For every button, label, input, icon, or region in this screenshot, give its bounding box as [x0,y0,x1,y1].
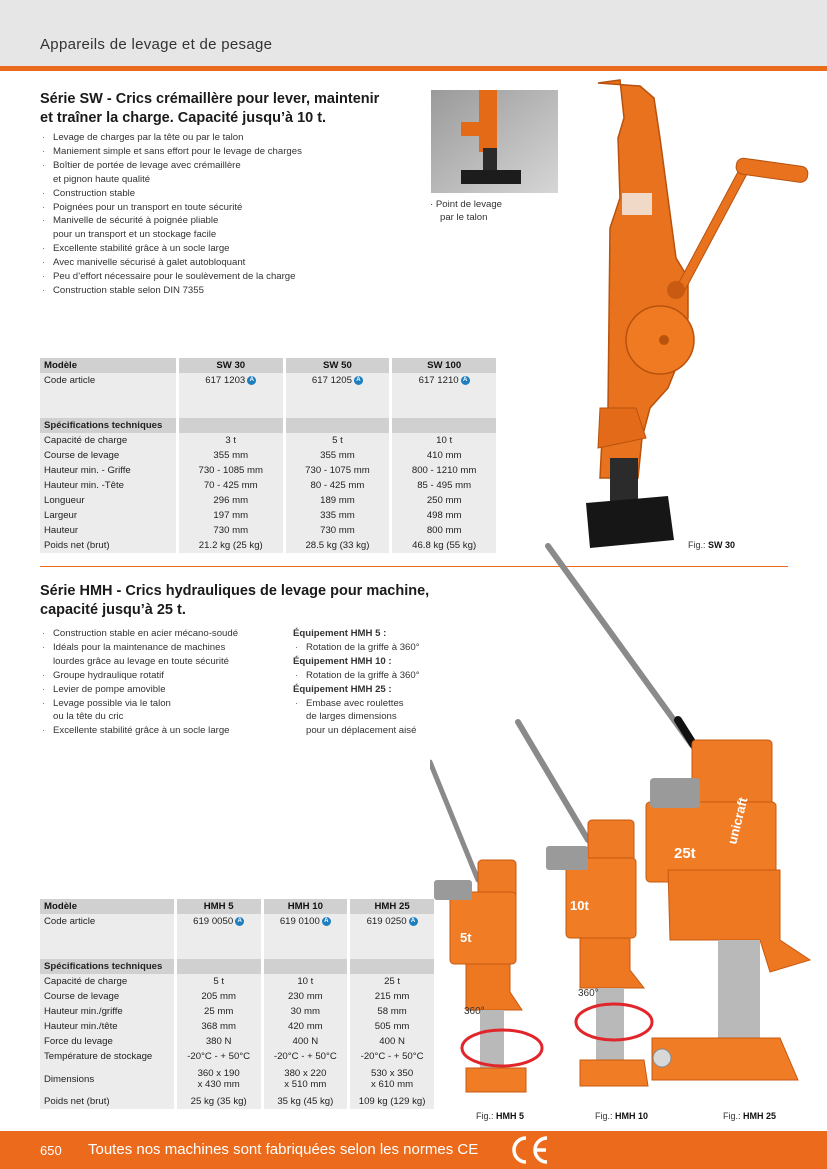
article-code: 617 1203 [205,375,246,386]
table-cell-label: Largeur [40,508,176,523]
table-header-cell: HMH 10 [264,899,348,914]
table-cell: 28.5 kg (33 kg) [286,538,390,553]
table-cell [264,914,348,929]
pump-lever-icon [548,546,692,745]
table-cell: 58 mm [350,1004,434,1019]
table-row [40,1049,434,1064]
sw-jack-illustration [580,78,810,553]
table-cell [350,1064,434,1094]
table-row [40,523,496,538]
dimension-line: 530 x 350 [371,1068,414,1079]
list-item: · Embase avec roulettes [293,697,493,711]
table-row [40,1064,434,1094]
table-cell: 70 - 425 mm [179,478,283,493]
table-row [40,463,496,478]
table-row [40,914,434,929]
dimension-line: x 430 mm [197,1079,240,1090]
table-cell-label: Hauteur min./griffe [40,1004,174,1019]
hmh-section-title [40,582,429,620]
table-cell: 25 kg (35 kg) [177,1094,261,1109]
equipment-heading: Équipement HMH 10 : [293,655,392,667]
list-item: · Levier de pompe amovible [40,683,285,697]
article-code: 619 0050 [193,916,234,927]
table-row [40,433,496,448]
table-cell [179,373,283,388]
fig-prefix: Fig.: [723,1111,741,1121]
table-cell: 250 mm [392,493,496,508]
table-header-cell: HMH 5 [177,899,261,914]
fig-name: HMH 10 [615,1111,649,1121]
list-item: · Manivelle de sécurité à poignée pliable [40,214,420,228]
dimension-line: 360 x 190 [197,1068,240,1079]
info-badge-icon: A [461,376,470,385]
table-cell [177,1064,261,1094]
table-cell: 730 - 1075 mm [286,463,390,478]
table-cell-label: Capacité de charge [40,974,174,989]
info-badge-icon: A [409,917,418,926]
table-cell: 25 mm [177,1004,261,1019]
list-item: · Maniement simple et sans effort pour le levage de charges [40,145,420,159]
table-cell: 80 - 425 mm [286,478,390,493]
table-header-cell: SW 100 [392,358,496,373]
table-cell [392,373,496,388]
list-item-continuation: lourdes grâce au levage en toute sécurité [53,655,229,667]
table-row [40,1004,434,1019]
list-item-continuation: pour un transport et un stockage facile [53,229,217,241]
table-cell: 400 N [350,1034,434,1049]
table-header-cell: HMH 25 [350,899,434,914]
sw-photo-caption-text1: Point de levage [435,199,503,210]
table-row [40,478,496,493]
list-item: · Peu d’effort nécessaire pour le soulèvement de la charge [40,270,420,284]
table-cell: -20°C - + 50°C [177,1049,261,1064]
sw-photo-caption [430,198,502,224]
sw-toe-lift-photo [431,90,558,193]
table-cell-label: Hauteur min./tête [40,1019,174,1034]
list-item-continuation: pour un déplacement aisé [306,725,417,737]
dimension-line: 380 x 220 [284,1068,327,1079]
table-row [40,508,496,523]
dimension-line: x 510 mm [284,1079,327,1090]
list-item: · Excellente stabilité grâce à un socle large [40,724,285,738]
table-cell: 189 mm [286,493,390,508]
table-row [40,358,496,373]
table-cell: 215 mm [350,989,434,1004]
table-cell-label: Poids net (brut) [40,1094,174,1109]
info-badge-icon: A [235,917,244,926]
list-item: · Excellente stabilité grâce à un socle large [40,242,420,256]
list-item: · Construction stable [40,187,420,201]
list-item: · Poignées pour un transport en toute sécurité [40,201,420,215]
list-item: · Construction stable en acier mécano-soudé [40,627,285,641]
list-item: · Construction stable selon DIN 7355 [40,284,420,298]
table-row [40,493,496,508]
table-cell: 21.2 kg (25 kg) [179,538,283,553]
hmh-title-line2: capacité jusqu’à 25 t. [40,602,186,618]
table-cell: 10 t [392,433,496,448]
jack-label-5t: 5t [460,930,472,945]
table-row [40,959,434,974]
table-cell: 498 mm [392,508,496,523]
sw-section-title [40,90,379,128]
table-cell: -20°C - + 50°C [264,1049,348,1064]
table-section-label: Spécifications techniques [40,959,174,974]
table-cell [264,1064,348,1094]
table-cell: 197 mm [179,508,283,523]
table-cell-label: Hauteur min. -Tête [40,478,176,493]
page-header-title: Appareils de levage et de pesage [40,36,273,53]
fig-name: HMH 5 [496,1111,525,1121]
table-cell: 355 mm [179,448,283,463]
table-row [40,538,496,553]
table-cell: 30 mm [264,1004,348,1019]
table-cell: 5 t [286,433,390,448]
table-cell: 25 t [350,974,434,989]
list-item-continuation: ou la tête du cric [53,711,124,723]
list-item: · Rotation de la griffe à 360° [293,669,493,683]
sw-feature-list [40,131,420,298]
table-header-cell: SW 30 [179,358,283,373]
table-cell: 109 kg (129 kg) [350,1094,434,1109]
table-cell: 730 mm [286,523,390,538]
fig-prefix: Fig.: [476,1111,494,1121]
article-code: 619 0250 [366,916,407,927]
brand-logo: unicraft [724,795,751,846]
table-cell-label: Hauteur min. - Griffe [40,463,176,478]
table-cell: 3 t [179,433,283,448]
list-item: · Idéals pour la maintenance de machines [40,641,285,655]
info-badge-icon: A [354,376,363,385]
table-row [40,418,496,433]
table-cell: 410 mm [392,448,496,463]
list-item: · Rotation de la griffe à 360° [293,641,493,655]
hmh-jacks-illustration [430,540,820,1110]
header-accent-line [0,66,827,71]
table-row [40,989,434,1004]
hmh-title-line1: Série HMH - Crics hydrauliques de levage pour machine, [40,583,430,599]
equipment-heading: Équipement HMH 5 : [293,628,387,639]
page-number: 650 [40,1143,62,1158]
dimension-line: x 610 mm [371,1079,414,1090]
article-code: 619 0100 [279,916,320,927]
page-footer [0,1131,827,1169]
sw-photo-caption-line2: par le talon [440,212,488,223]
table-cell: 380 N [177,1034,261,1049]
table-row-blank [40,929,434,944]
table-cell-label: Force du levage [40,1034,174,1049]
table-cell [177,914,261,929]
footer-text: Toutes nos machines sont fabriquées selon les normes CE [88,1141,479,1158]
list-item-continuation: et pignon haute qualité [53,173,151,185]
table-cell [286,373,390,388]
list-item: · Groupe hydraulique rotatif [40,669,285,683]
table-header-label: Modèle [40,358,176,373]
fig-prefix: Fig.: [595,1111,613,1121]
info-badge-icon: A [322,917,331,926]
jack-label-25t: 25t [674,845,696,862]
list-item: · Avec manivelle sécurisé à galet autobloquant [40,256,420,270]
table-cell-label: Température de stockage [40,1049,174,1064]
table-cell [350,914,434,929]
table-cell-label: Poids net (brut) [40,538,176,553]
list-item: · Levage de charges par la tête ou par le talon [40,131,420,145]
table-cell: 730 mm [179,523,283,538]
sw-title-line1: Série SW - Crics crémaillère pour lever, maintenir [40,91,380,107]
table-row [40,1019,434,1034]
fig-name: SW 30 [708,540,736,550]
page-header [0,0,827,66]
table-row-blank [40,403,496,418]
table-cell: 35 kg (45 kg) [264,1094,348,1109]
table-cell-label: Code article [40,373,176,388]
hmh-feature-list [40,627,285,738]
table-cell: 296 mm [179,493,283,508]
table-cell-label: Course de levage [40,448,176,463]
table-cell: -20°C - + 50°C [350,1049,434,1064]
table-cell: 800 mm [392,523,496,538]
list-item: · Boîtier de portée de levage avec crémaillère [40,159,420,173]
fig-name: HMH 25 [743,1111,777,1121]
article-code: 617 1205 [311,375,352,386]
table-cell: 368 mm [177,1019,261,1034]
table-row-blank [40,388,496,403]
table-cell: 420 mm [264,1019,348,1034]
table-row [40,448,496,463]
jack-label-10t: 10t [570,898,589,913]
table-cell: 730 - 1085 mm [179,463,283,478]
table-cell-label: Hauteur [40,523,176,538]
table-row [40,974,434,989]
hmh5-figure-caption [476,1111,524,1121]
table-cell: 355 mm [286,448,390,463]
table-cell-label: Code article [40,914,174,929]
rotation-label: 360° [464,1006,485,1017]
table-header-cell: SW 50 [286,358,390,373]
equipment-heading: Équipement HMH 25 : [293,683,392,695]
sw-photo-caption-line1: · Point de levage [430,199,503,210]
table-cell-label: Dimensions [40,1064,174,1094]
table-cell-label: Capacité de charge [40,433,176,448]
table-cell: 85 - 495 mm [392,478,496,493]
rotation-label: 360° [578,988,599,999]
sw-spec-table [37,358,499,553]
hmh25-figure-caption [723,1111,776,1121]
info-badge-icon: A [247,376,256,385]
table-cell: 335 mm [286,508,390,523]
ce-mark-icon [509,1134,551,1166]
table-row-blank [40,944,434,959]
table-row [40,373,496,388]
table-cell: 800 - 1210 mm [392,463,496,478]
table-cell-label: Longueur [40,493,176,508]
table-cell: 10 t [264,974,348,989]
table-cell: 46.8 kg (55 kg) [392,538,496,553]
table-row [40,1094,434,1109]
table-cell: 205 mm [177,989,261,1004]
table-cell-label: Course de levage [40,989,174,1004]
table-cell: 505 mm [350,1019,434,1034]
fig-prefix: Fig.: [688,540,706,550]
article-code: 617 1210 [418,375,459,386]
table-row [40,1034,434,1049]
hmh10-figure-caption [595,1111,648,1121]
table-section-label: Spécifications techniques [40,418,176,433]
table-cell: 5 t [177,974,261,989]
table-cell: 230 mm [264,989,348,1004]
list-item: · Levage possible via le talon [40,697,285,711]
hmh-spec-table [37,899,437,1109]
table-header-label: Modèle [40,899,174,914]
list-item-continuation: de larges dimensions [306,711,397,723]
table-cell: 400 N [264,1034,348,1049]
table-row [40,899,434,914]
sw-title-line2: et traîner la charge. Capacité jusqu’à 10 t. [40,110,327,126]
